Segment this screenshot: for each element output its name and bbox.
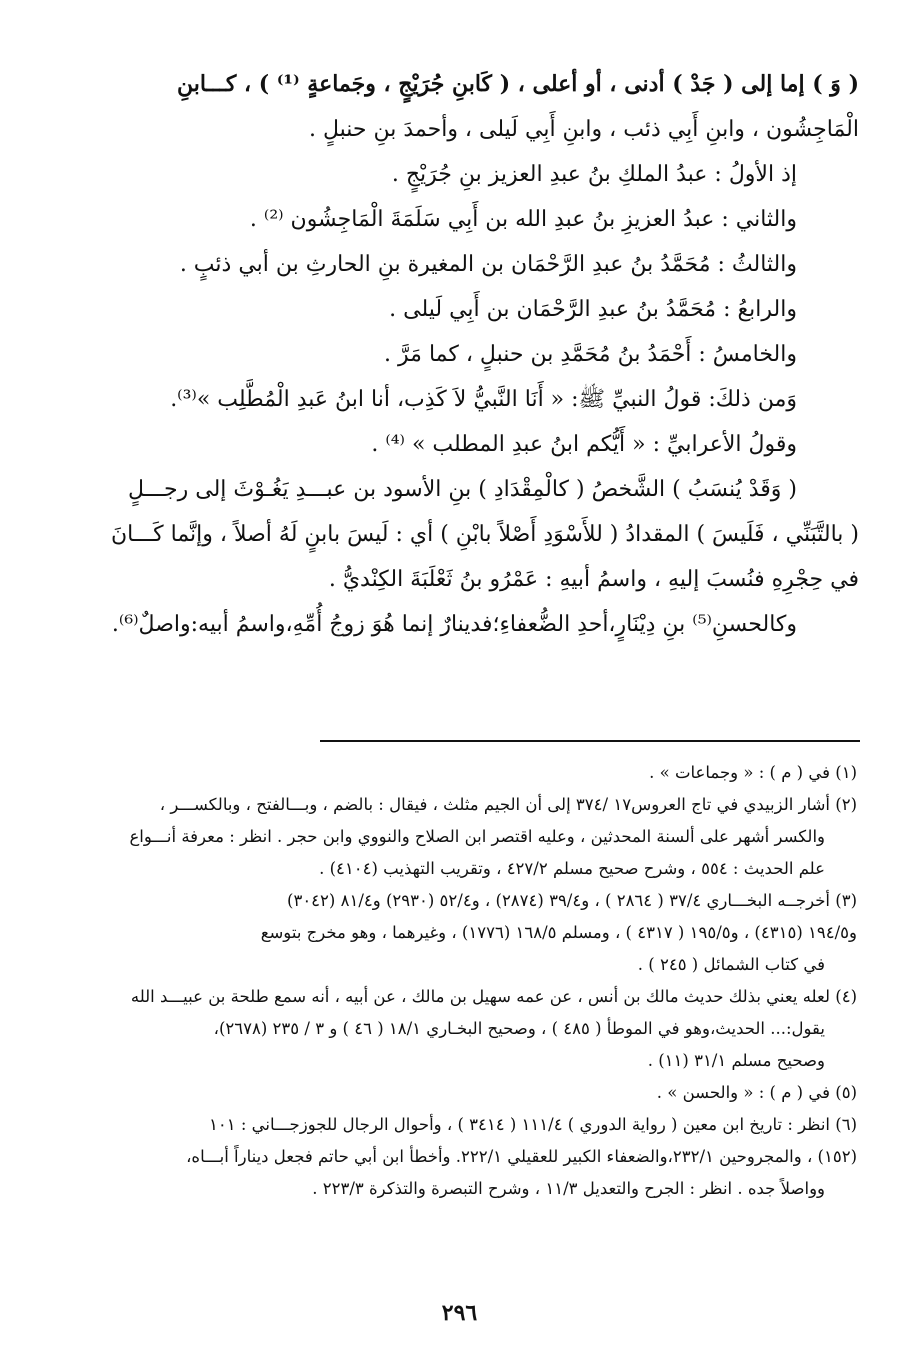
main-line: وَمن ذلكَ: قولُ النبيِّ ﷺ: « أَنَا النَّبيُّ لاَ كَذِب، أنا ابنُ عَبدِ الْمُطَّلِب »⁽³⁾. <box>170 387 797 412</box>
footnote-line: (٣) أخرجــه البخـــاري ٣٧/٤ ( ٢٨٦٤ ) ، و٣٩/٤ (٢٨٧٤) ، و٥٢/٤ (٢٩٣٠) و٨١/٤ (٣٠٤٢) <box>287 891 857 910</box>
main-line: وقولُ الأعرابيِّ : « أَيُّكم ابنُ عبدِ المطلب » ⁽⁴⁾ . <box>371 432 797 457</box>
main-line: والخامسُ : أَحْمَدُ بنُ مُحَمَّدِ بن حنبلٍ ، كما مَرَّ . <box>384 342 797 367</box>
main-line: وكالحسنِ⁽⁵⁾ بنِ دِيْنَارٍ،أحدِ الضُّعفاءِ؛فدينارٌ إنما هُوَ زوجُ أُمِّهِ،واسمُ أبيه:واصلٌ⁽⁶⁾. <box>111 612 797 637</box>
footnote-line: وصحيح مسلم ٣١/١ (١١) . <box>647 1051 825 1070</box>
footnote-line: في كتاب الشمائل ( ٢٤٥ ) . <box>637 955 825 974</box>
main-line: إذ الأولُ : عبدُ الملكِ بنُ عبدِ العزيز بنِ جُرَيْجٍ . <box>391 162 797 187</box>
footnote-line: (١) في ( م ) : « وجماعات » . <box>649 763 857 782</box>
footnote-line: والكسر أشهر على ألسنة المحدثين ، وعليه اقتصر ابن الصلاح والنووي وابن حجر . انظر : معرفة أنـــواع <box>129 827 825 846</box>
main-line: والثاني : عبدُ العزيزِ بنُ عبدِ الله بن أَبِي سَلَمَةَ الْمَاجِشُون ⁽²⁾ . <box>249 207 797 232</box>
footnote-line: (٥) في ( م ) : « والحسن » . <box>656 1083 857 1102</box>
main-line: ( وَقَدْ يُنسَبُ ) الشَّخصُ ( كالْمِقْدَادِ ) بنِ الأسود بن عبـــدِ يَغُـوْثَ إلى رجـــلٍ <box>128 477 797 502</box>
footnote-line: يقول:... الحديث،وهو في الموطأ ( ٤٨٥ ) ، وصحيح البخـاري ١٨/١ ( ٤٦ ) و ٣ / ٢٣٥ (٢٦٧٨)، <box>213 1019 825 1038</box>
footnote-line: وواصلاً جده . انظر : الجرح والتعديل ١١/٣ ، وشرح التبصرة والتذكرة ٢٢٣/٣ . <box>312 1179 825 1198</box>
main-text <box>60 62 859 647</box>
footnote-line: (١٥٢) ، والمجروحين ٢٣٢/١،والضعفاء الكبير للعقيلي ٢٢٢/١. وأخطأ ابن أبي حاتم فجعل ديناراً أبـــاه، <box>186 1147 857 1166</box>
footnote-divider <box>320 740 860 742</box>
footnotes <box>66 757 857 1205</box>
footnote-line: (٦) انظر : تاريخ ابن معين ( رواية الدوري ) ١١١/٤ ( ٣٤١٤ ) ، وأحوال الرجال للجوزجـــاني : ١٠١ <box>209 1115 857 1134</box>
main-line: والثالثُ : مُحَمَّدُ بنُ عبدِ الرَّحْمَان بن المغيرة بنِ الحارثِ بن أبي ذئبٍ . <box>179 252 797 277</box>
footnote-line: (٤) لعله يعني بذلك حديث مالك بن أنس ، عن عمه سهيل بن مالك ، عن أبيه ، أنه سمع طلحة بن عبيـــد الله <box>130 987 857 1006</box>
footnote-line: و١٩٤/٥ (٤٣١٥) ، و١٩٥/٥ ( ٤٣١٧ ) ، ومسلم ١٦٨/٥ (١٧٧٦) ، وغيرهما ، وهو مخرج بتوسع <box>260 923 857 942</box>
main-line: والرابعُ : مُحَمَّدُ بنُ عبدِ الرَّحْمَان بن أَبِي لَيلى . <box>389 297 797 322</box>
main-line: ( وَ ) إما إلى ( جَدْ ) أدنى ، أو أعلى ، ( كَابنِ جُرَيْجٍ ، وجَماعةٍ ⁽¹⁾ ) ، كـــابنِ <box>176 71 859 97</box>
main-line: ( بالتَّبَنِّي ، فَلَيسَ ) المقدادُ ( للأَسْوَدِ أَصْلاً بابْنِ ) أي : لَيسَ بابنٍ لَهُ أصلاً ، وإنَّما كَـــانَ <box>110 522 859 547</box>
main-line: الْمَاجِشُون ، وابنِ أَبِي ذئب ، وابنِ أَبِي لَيلى ، وأحمدَ بنِ حنبلٍ . <box>308 117 859 142</box>
page-number: ٢٩٦ <box>441 1300 478 1326</box>
footnote-line: علم الحديث : ٥٥٤ ، وشرح صحيح مسلم ٤٢٧/٢ ، وتقريب التهذيب (٤١٠٤) . <box>319 859 825 878</box>
footnote-line: (٢) أشار الزبيدي في تاج العروس١٧ /٣٧٤ إلى أن الجيم مثلث ، فيقال : بالضم ، وبـــالفتح ، وبالكســـر ، <box>159 795 857 814</box>
main-line: في حِجْرِهِ فنُسبَ إليهِ ، واسمُ أبيهِ : عَمْرُو بنُ ثَعْلَبَةَ الكِنْديُّ . <box>328 567 859 592</box>
